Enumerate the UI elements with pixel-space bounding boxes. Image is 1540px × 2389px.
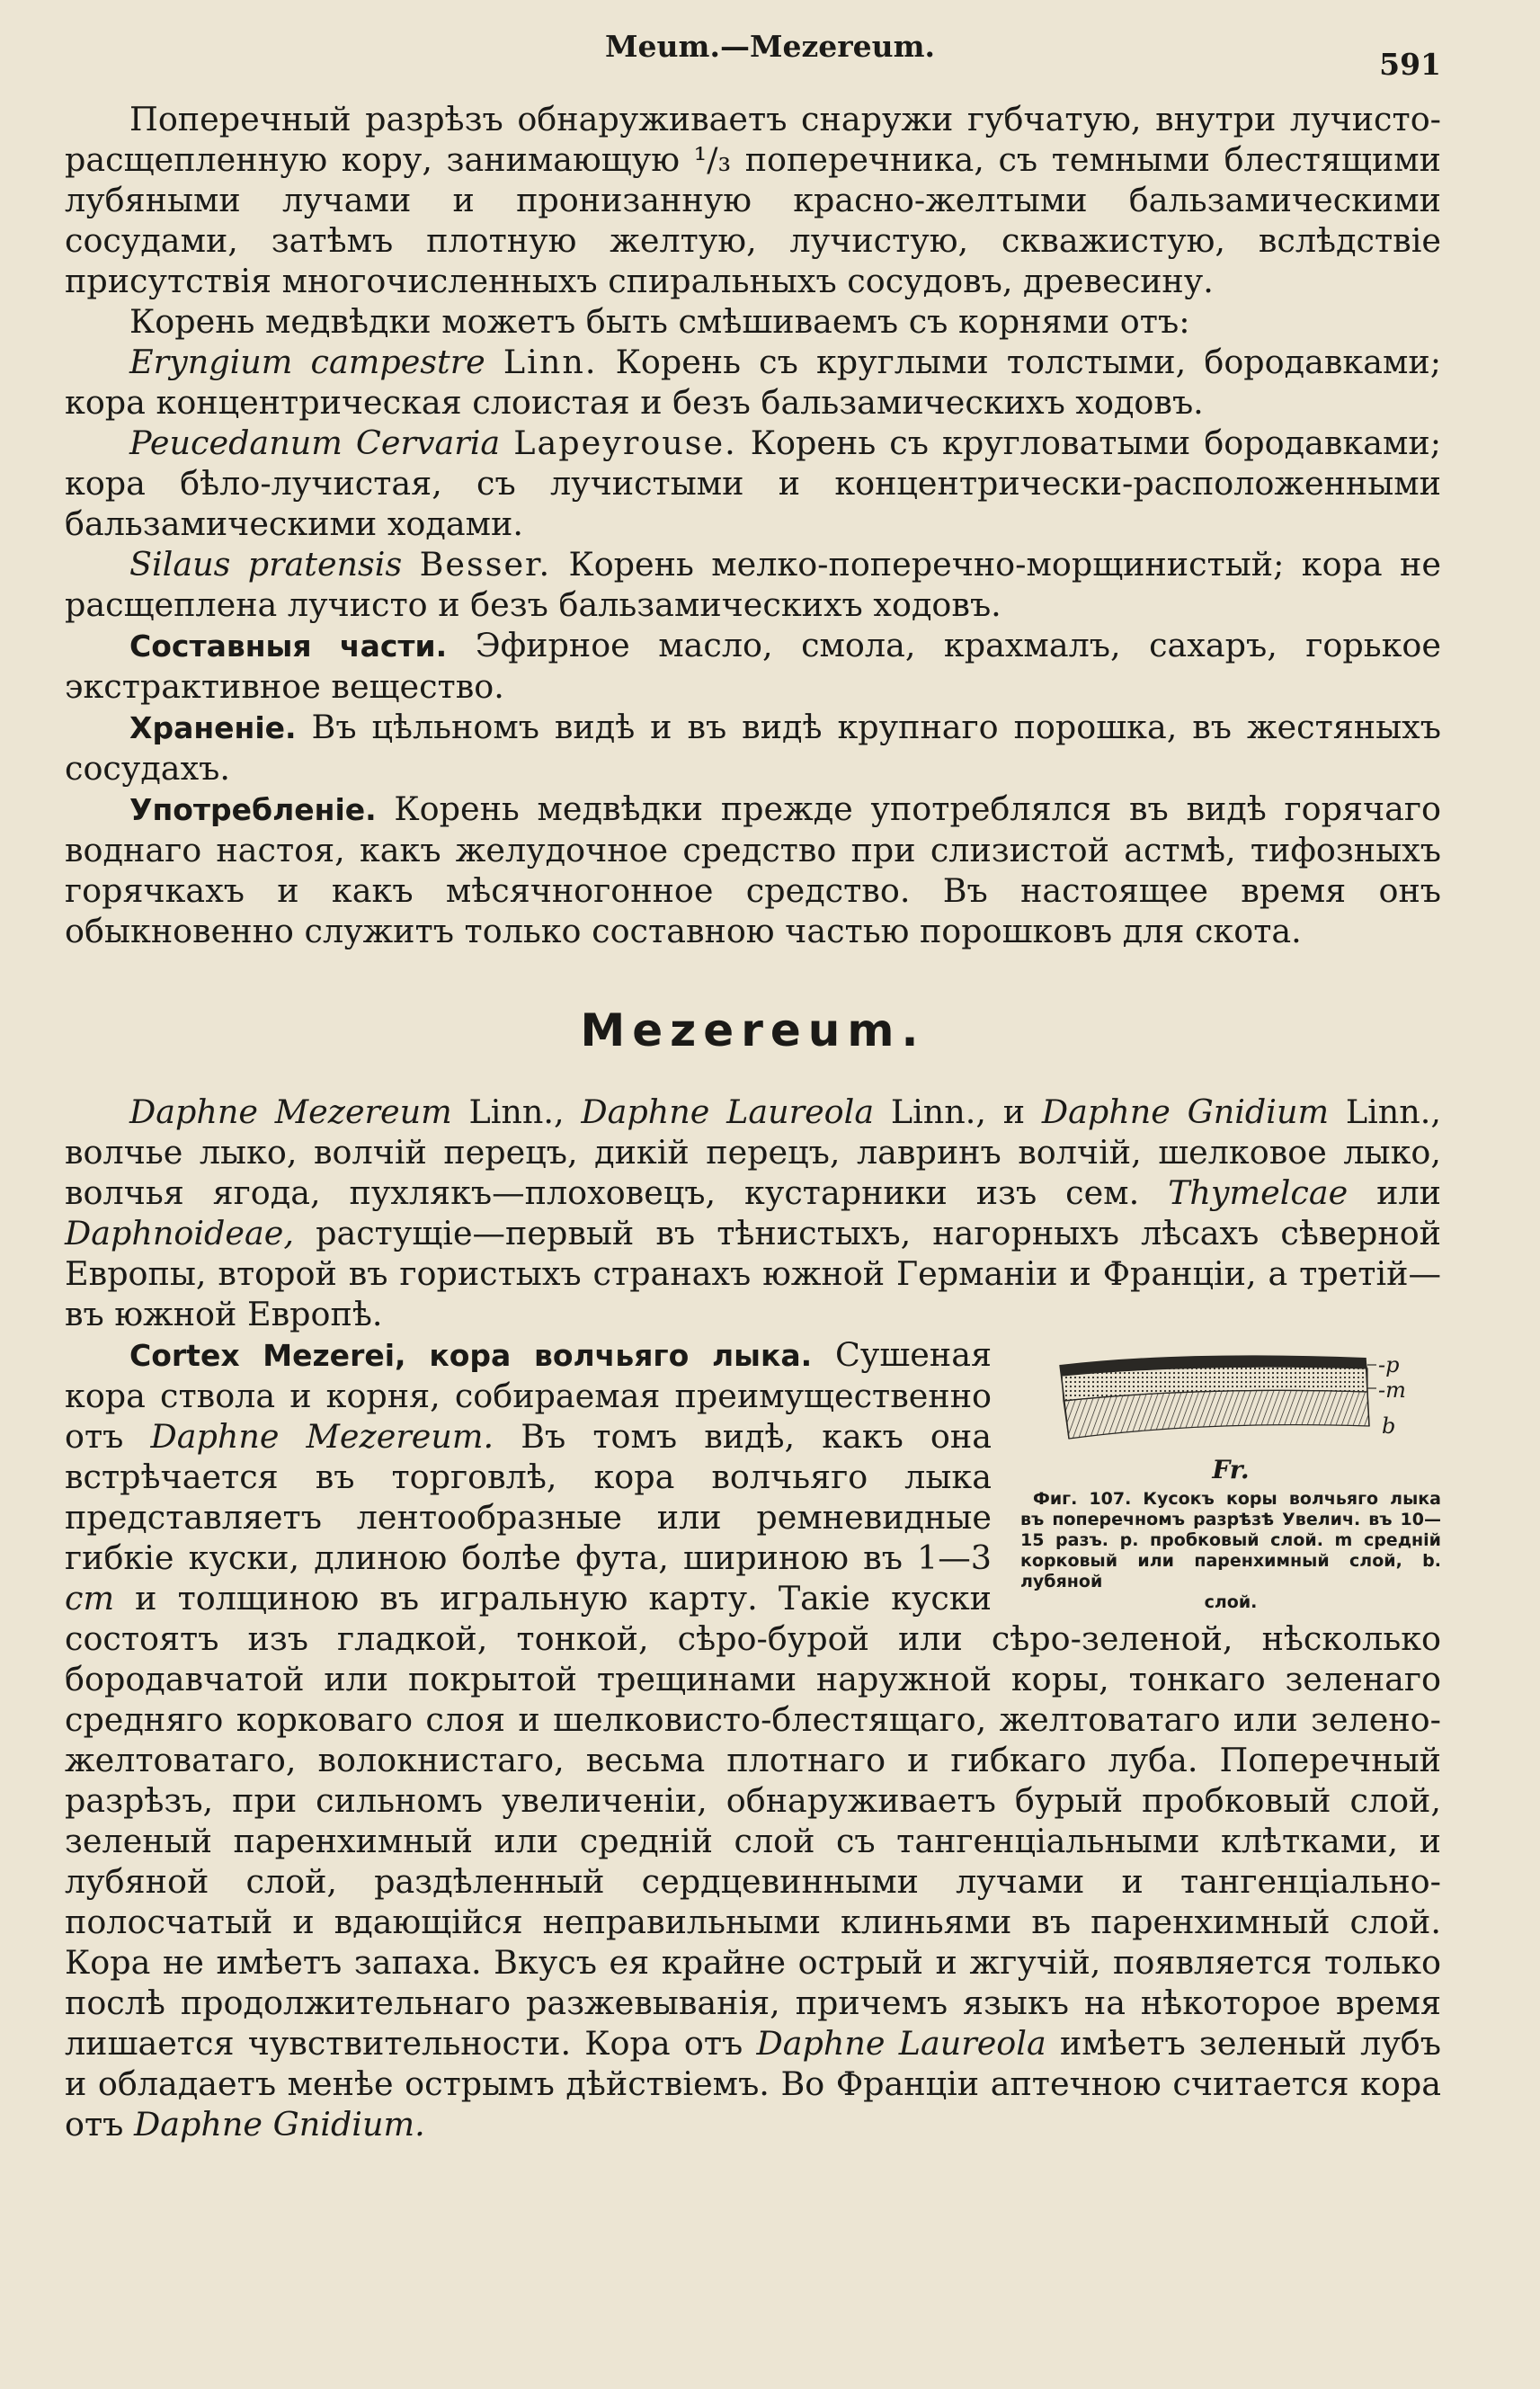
paragraph-peucedanum — [65, 423, 1441, 544]
bark-cross-section-illustration — [1042, 1349, 1420, 1455]
author-name: Linn., — [468, 1092, 565, 1131]
label-m: -m — [1378, 1377, 1406, 1403]
label-p: -p — [1378, 1352, 1400, 1377]
paragraph-adulterants-intro: Корень медвѣдки можетъ быть смѣшиваемъ съ корнями отъ: — [129, 302, 1190, 341]
species-name: Peucedanum Cervaria — [129, 423, 501, 462]
section-head-constituents: Составныя части. — [129, 628, 448, 664]
paragraph-text: Сушеная кора ствола и корня, собираемая преимущественно отъ — [65, 1335, 992, 1456]
paragraph-text: и толщиною въ игральную карту. Такіе куски состоятъ изъ гладкой, тонкой, сѣро-бурой или сѣро-зеленой, нѣсколько бородавчатой или покрытой трещинами наружной коры, тонкаго зеленаго средняго корковаго слоя и шелковисто-блестящаго, желтоватаго или зелено-желтоватаго, волокнистаго, весьма плотнаго и гибкаго луба. Поперечный разрѣзъ, при сильномъ увеличеніи, обнаруживаетъ бурый пробковый слой, зеленый паренхимный или средній слой съ тангенціальными клѣтками, и лубяной слой, раздѣленный сердцевинными лучами и тангенціально-полосчатый и вдающійся неправильными клиньями въ паренхимный слой. Кора не имѣетъ запаха. Вкусъ ея крайне острый и жгучій, появляется только послѣ продолжительнаго разжевыванія, причемъ языкъ на нѣкоторое время лишается чувствительности. Кора отъ — [65, 1579, 1441, 2063]
paragraph-cross-section: Поперечный разрѣзъ обнаруживаетъ снаружи губчатую, внутри лучисто-расщепленную кору, занимающую ¹/₃ поперечника, съ темными блестящими лубяными лучами и пронизанную красно-желтыми бальзамическими сосудами, затѣмъ плотную желтую, лучистую, скважистую, вслѣдствіе присутствія многочисленныхъ спиральныхъ сосудовъ, древесину. — [65, 100, 1441, 300]
figure-caption — [1020, 1489, 1441, 1613]
paragraph-text: Въ цѣльномъ видѣ и въ видѣ крупнаго порошка, въ жестяныхъ сосудахъ. — [65, 708, 1441, 788]
section-head-cortex-ru: кора волчьяго лыка. — [429, 1338, 813, 1373]
figure-caption-text: Фиг. 107. Кусокъ коры волчьяго лыка въ поперечномъ разрѣзѣ Увелич. въ 10—15 разъ. p. пробковый слой. m средній корковый или паренхимный слой, b. лубяной — [1020, 1489, 1441, 1591]
species-name: Daphne Laureola — [581, 1092, 875, 1131]
running-head: Meum.—Mezereum. — [605, 29, 935, 64]
paragraph-storage — [65, 707, 1441, 789]
family-name: Daphnoideae, — [65, 1214, 294, 1252]
paragraph-text: Корень съ круглыми толстыми, бородавками; кора концентрическая слоистая и безъ бальзамическихъ ходовъ. — [65, 343, 1442, 422]
figure-letters: Fr. — [1212, 1455, 1250, 1484]
paragraph-text: растущіе—первый въ тѣнистыхъ, нагорныхъ лѣсахъ сѣверной Европы, второй въ гористыхъ странахъ южной Германіи и Франціи, а третій—въ южной Европѣ. — [65, 1214, 1441, 1333]
page-number: 591 — [1379, 47, 1441, 82]
conjunction: или — [1376, 1173, 1441, 1212]
section-head-storage: Храненіе. — [129, 710, 297, 745]
species-name: Daphne Mezereum — [129, 1092, 452, 1131]
paragraph-text: Корень мелко-поперечно-морщинистый; кора не расщеплена лучисто и безъ бальзамическихъ ходовъ. — [65, 545, 1441, 624]
paragraph-text: Корень медвѣдки прежде употреблялся въ видѣ горячаго воднаго настоя, какъ желудочное средство при слизистой астмѣ, тифозныхъ горячкахъ и какъ мѣсячногонное средство. Въ настоящее время онъ обыкновенно служитъ только составною частью порошковъ для скота. — [65, 789, 1441, 950]
paragraph-text: Корень съ кругловатыми бородавками; кора бѣло-лучистая, съ лучистыми и концентрически-расположенными бальзамическими ходами. — [65, 423, 1441, 543]
author-name: Lapeyrouse. — [513, 423, 737, 462]
author-name: Linn., — [890, 1092, 986, 1131]
label-b: b — [1382, 1413, 1396, 1439]
conjunction: и — [1002, 1092, 1026, 1131]
paragraph-silaus — [65, 544, 1441, 625]
paragraph-eryngium — [65, 342, 1441, 423]
paragraph-text: Linn., волчье лыко, волчій перецъ, дикій перецъ, лавринъ волчій, шелковое лыко, волчья ягода, пухлякъ—плоховецъ, кустарники изъ сем. — [65, 1092, 1441, 1212]
section-title-mezereum: Mezereum. — [580, 1004, 926, 1056]
paragraph-usage — [65, 789, 1441, 951]
paragraph-mezereum-intro — [65, 1092, 1441, 1334]
species-name: Daphne Gnidium. — [134, 2105, 425, 2144]
paragraph-text: имѣетъ зеленый лубъ и обладаетъ менѣе острымъ дѣйствіемъ. Во Франціи аптечною считается кора отъ — [65, 2024, 1442, 2144]
family-name: Thymelcae — [1168, 1173, 1349, 1212]
section-head-cortex: Cortex Mezerei, — [129, 1338, 406, 1373]
unit: cm — [65, 1579, 115, 1618]
species-name: Eryngium campestre — [129, 343, 485, 381]
species-name: Daphne Mezereum. — [150, 1417, 494, 1456]
figure-caption-end: слой. — [1204, 1592, 1258, 1612]
paragraph-text: Въ томъ видѣ, какъ она встрѣчается въ торговлѣ, кора волчьяго лыка представляетъ лентообразные или ремневидные гибкіе куски, длиною болѣе фута, шириною въ 1—3 — [65, 1417, 992, 1577]
species-name: Daphne Gnidium — [1041, 1092, 1330, 1131]
paragraph-text: Эфирное масло, смола, крахмалъ, сахаръ, горькое экстрактивное вещество. — [65, 626, 1442, 706]
page-content — [65, 99, 1441, 2144]
figure-107 — [1020, 1349, 1441, 1613]
author-name: Besser. — [419, 545, 552, 584]
author-name: Linn. — [503, 343, 598, 381]
species-name: Daphne Laureola — [756, 2024, 1046, 2063]
section-head-usage: Употребленіе. — [129, 792, 377, 827]
species-name: Silaus pratensis — [129, 545, 403, 584]
paragraph-constituents — [65, 625, 1441, 707]
